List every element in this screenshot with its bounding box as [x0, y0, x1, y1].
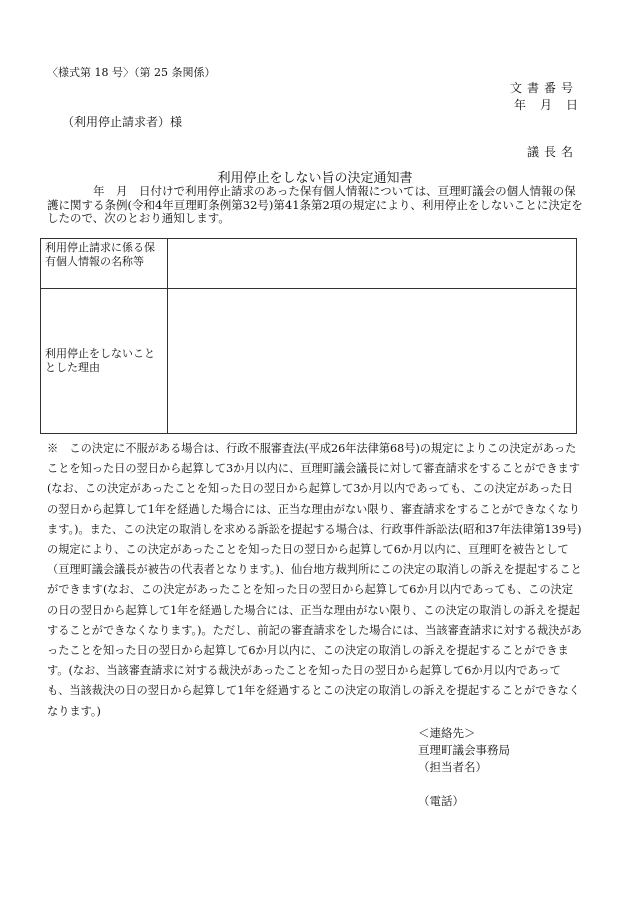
document-date	[500, 96, 578, 113]
decision-table	[40, 238, 577, 434]
appeal-note-text: ※ この決定に不服がある場合は、行政不服審査法(平成26年法律第68号)の規定によりこの決定があったことを知った日の翌日から起算して3か月以内に、亘理町議会議長に対して審査請求をすることができます(なお、この決定があったことを知った日の翌日から起算して3か月以内であっても、この決定があった日の翌日から起算して1年を経過した場合には、正当な理由がない限り、審査請求をすることができなくなります。)。また、この決定の取消しを求める訴訟を提起する場合は、行政事件訴訟法(昭和37年法律第139号)の規定により、この決定があったことを知った日の翌日から起算して6か月以内に、亘理町を被告として（亘理町議会議長が被告の代表者となります。)、仙台地方裁判所にこの決定の取消しの訴えを提起することができます(なお、この決定があったことを知った日の翌日から起算して6か月以内であっても、この決定の日の翌日から起算して1年を経過した場合には、正当な理由がない限り、この決定の取消しの訴えを提起することができなくなります。)。ただし、前記の審査請求をした場合には、当該審査請求に対する裁決があったことを知った日の翌日から起算して6か月以内に、この決定の取消しの訴えを提起することができます。(なお、当該審査請求に対する裁決があったことを知った日の翌日から起算して6か月以内であっても、当該裁決の日の翌日から起算して1年を経過するとこの決定の取消しの訴えを提起することができなくなります。)	[47, 442, 582, 718]
form-id: 〈様式第 18 号〉（第 25 条関係）	[47, 66, 216, 79]
date-year: 年	[513, 98, 526, 112]
reason-value	[168, 289, 577, 434]
appeal-note	[47, 439, 583, 722]
info-name-label: 利用停止請求に係る保有個人情報の名称等	[41, 239, 168, 289]
contact-phone: （電話）	[418, 794, 464, 808]
document-title: 利用停止をしない旨の決定通知書	[217, 171, 413, 186]
contact-heading: ＜連絡先＞	[418, 726, 476, 740]
reason-label: 利用停止をしないこととした理由	[41, 289, 168, 434]
contact-person: （担当者名）	[418, 760, 487, 774]
contact-block	[418, 725, 510, 810]
table-row	[41, 239, 577, 289]
table-row	[41, 289, 577, 434]
document-number: 文書番号	[509, 81, 578, 95]
contact-office: 亘理町議会事務局	[418, 743, 510, 757]
addressee: （利用停止請求者）様	[62, 115, 183, 129]
date-day: 日	[565, 98, 578, 112]
date-month: 月	[539, 98, 552, 112]
sender-chairperson: 議長名	[526, 145, 578, 159]
intro-paragraph: 年 月 日付けで利用停止請求のあった保有個人情報については、亘理町議会の個人情報の保護に関する条例(令和4年亘理町条例第32号)第41条第2項の規定により、利用停止をしないことに決定をしたので、次のとおり通知します。	[47, 184, 583, 225]
info-name-value	[168, 239, 577, 289]
